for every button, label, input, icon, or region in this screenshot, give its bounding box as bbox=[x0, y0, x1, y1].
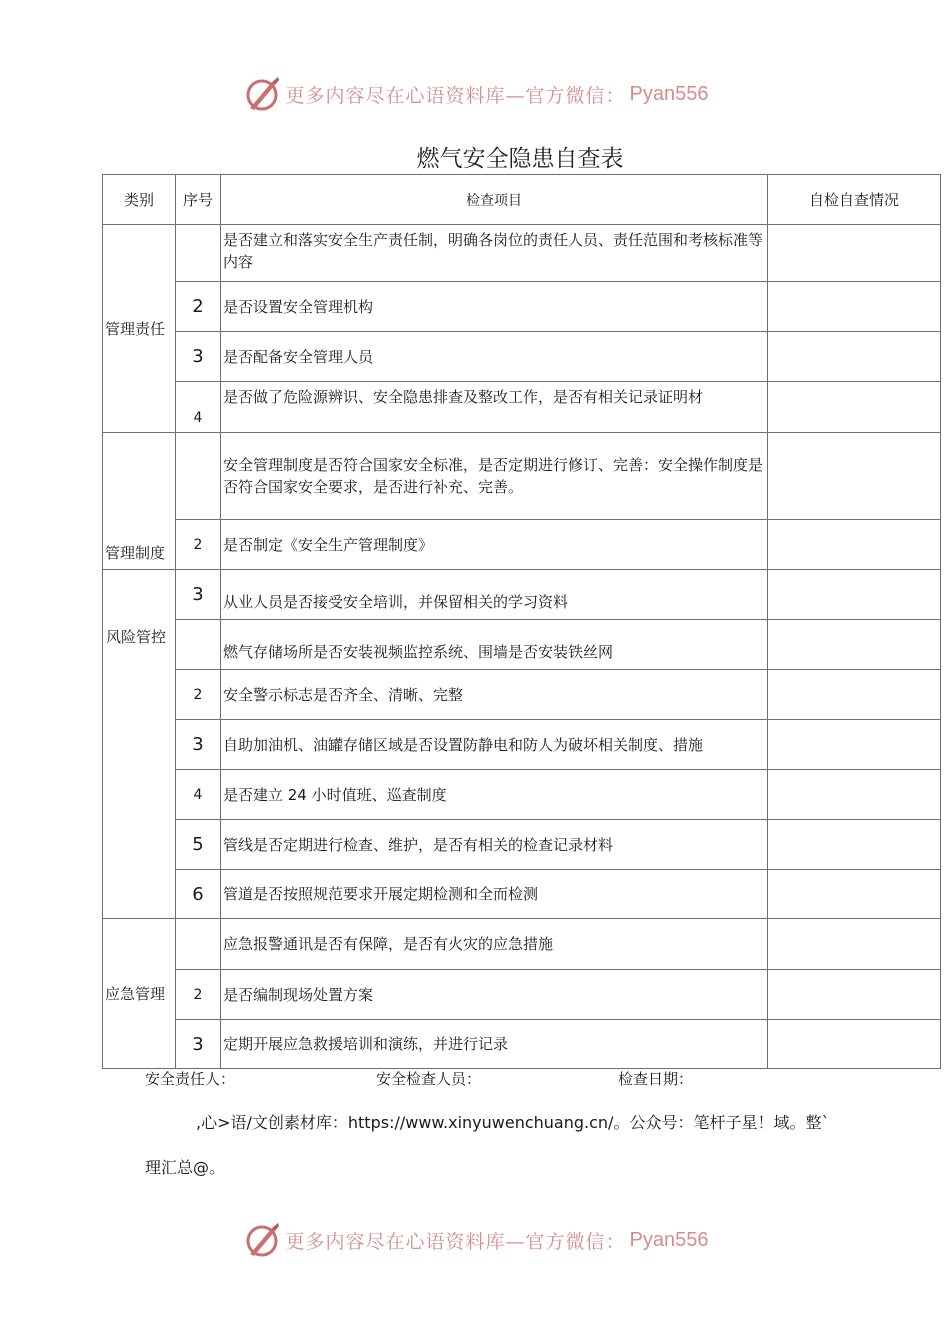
row-item: 安全警示标志是否齐全、清晰、完整 bbox=[221, 670, 768, 720]
row-number: 3 bbox=[176, 332, 221, 382]
self-check-cell[interactable] bbox=[768, 570, 941, 620]
self-check-cell[interactable] bbox=[768, 970, 941, 1020]
self-check-cell[interactable] bbox=[768, 620, 941, 670]
row-item: 定期开展应急救援培训和演练，并进行记录 bbox=[221, 1020, 768, 1069]
self-check-cell[interactable] bbox=[768, 433, 941, 520]
category-management-responsibility: 管理责任 bbox=[103, 225, 176, 433]
row-item: 是否编制现场处置方案 bbox=[221, 970, 768, 1020]
inspection-table bbox=[102, 174, 941, 1069]
page-title: 燃气安全隐患自查表 bbox=[416, 146, 624, 172]
category-continuation-cell bbox=[103, 570, 176, 670]
row-number: 3 bbox=[176, 720, 221, 770]
responsible-person-label: 安全责任人： bbox=[145, 1070, 236, 1088]
header-category: 类别 bbox=[103, 175, 176, 225]
source-note-line1: ,心>语/文创素材库：https://www.xinyuwenchuang.cn/。公众号：笔杆子星！域。整` bbox=[196, 1113, 830, 1132]
row-item: 自助加油机、油罐存储区域是否设置防静电和防人为破坏相关制度、措施 bbox=[221, 720, 768, 770]
table-row bbox=[103, 820, 941, 870]
row-number: 3 bbox=[176, 1020, 221, 1069]
self-check-cell[interactable] bbox=[768, 520, 941, 570]
watermark-id: Pyan556 bbox=[629, 82, 709, 105]
table-row bbox=[103, 382, 941, 433]
row-item: 是否制定《安全生产管理制度》 bbox=[221, 520, 768, 570]
row-item: 燃气存储场所是否安装视频监控系统、围墙是否安装铁丝网 bbox=[221, 620, 768, 670]
pen-logo-icon bbox=[242, 74, 282, 114]
row-number: 4 bbox=[176, 770, 221, 820]
signature-line bbox=[145, 1068, 845, 1090]
row-item: 是否配备安全管理人员 bbox=[221, 332, 768, 382]
row-number: 6 bbox=[176, 870, 221, 919]
row-number bbox=[176, 433, 221, 520]
row-number: 2 bbox=[176, 970, 221, 1020]
row-number: 3 bbox=[176, 570, 221, 620]
category-management-system: 管理制度 bbox=[103, 433, 176, 570]
self-check-cell[interactable] bbox=[768, 870, 941, 919]
watermark-text: 更多内容尽在心语资料库—官方微信： bbox=[285, 1230, 626, 1253]
row-item: 是否做了危险源辨识、安全隐患排查及整改工作，是否有相关记录证明材 bbox=[221, 382, 768, 433]
table-header-row bbox=[103, 175, 941, 225]
watermark-bottom bbox=[0, 1218, 950, 1262]
table-row bbox=[103, 520, 941, 570]
pen-logo-icon bbox=[242, 1220, 282, 1260]
watermark-top bbox=[0, 72, 950, 116]
row-item: 是否建立和落实安全生产责任制，明确各岗位的责任人员、责任范围和考核标准等内容 bbox=[221, 225, 768, 282]
category-emergency-management: 应急管理 bbox=[103, 919, 176, 1069]
self-check-cell[interactable] bbox=[768, 282, 941, 332]
self-check-cell[interactable] bbox=[768, 332, 941, 382]
table-row bbox=[103, 870, 941, 919]
self-check-cell[interactable] bbox=[768, 820, 941, 870]
table-row bbox=[103, 620, 941, 670]
table-row bbox=[103, 919, 941, 970]
table-row bbox=[103, 225, 941, 282]
category-risk-control bbox=[103, 670, 176, 919]
self-check-cell[interactable] bbox=[768, 770, 941, 820]
table-row bbox=[103, 282, 941, 332]
table-row bbox=[103, 332, 941, 382]
self-check-cell[interactable] bbox=[768, 1020, 941, 1069]
row-item: 是否设置安全管理机构 bbox=[221, 282, 768, 332]
row-item: 从业人员是否接受安全培训，并保留相关的学习资料 bbox=[221, 570, 768, 620]
row-number: 2 bbox=[176, 282, 221, 332]
row-number: 4 bbox=[176, 382, 221, 433]
self-check-cell[interactable] bbox=[768, 720, 941, 770]
self-check-cell[interactable] bbox=[768, 670, 941, 720]
table-row bbox=[103, 720, 941, 770]
row-item: 应急报警通讯是否有保障，是否有火灾的应急措施 bbox=[221, 919, 768, 970]
table-row bbox=[103, 1020, 941, 1069]
row-number: 2 bbox=[176, 670, 221, 720]
self-check-cell[interactable] bbox=[768, 382, 941, 433]
inspector-label: 安全检查人员： bbox=[376, 1070, 482, 1088]
row-number bbox=[176, 620, 221, 670]
inspection-date-label: 检查日期： bbox=[618, 1070, 694, 1088]
table-row bbox=[103, 970, 941, 1020]
row-number: 5 bbox=[176, 820, 221, 870]
header-number: 序号 bbox=[176, 175, 221, 225]
table-row bbox=[103, 670, 941, 720]
row-item: 安全管理制度是否符合国家安全标准，是否定期进行修订、完善：安全操作制度是否符合国家安全要求，是否进行补充、完善。 bbox=[221, 433, 768, 520]
table-row bbox=[103, 570, 941, 620]
watermark-text: 更多内容尽在心语资料库—官方微信： bbox=[285, 84, 626, 107]
row-item: 管道是否按照规范要求开展定期检测和全而检测 bbox=[221, 870, 768, 919]
self-check-cell[interactable] bbox=[768, 225, 941, 282]
row-item: 管线是否定期进行检查、维护，是否有相关的检查记录材料 bbox=[221, 820, 768, 870]
row-number bbox=[176, 919, 221, 970]
source-note-line2: 理汇总@。 bbox=[145, 1158, 226, 1177]
header-self-check: 自检自查情况 bbox=[768, 175, 941, 225]
table-row bbox=[103, 770, 941, 820]
category-risk-control-label: 风险管控 bbox=[106, 628, 167, 646]
watermark-id: Pyan556 bbox=[629, 1228, 709, 1251]
header-item: 检查项目 bbox=[221, 175, 768, 225]
table-row bbox=[103, 433, 941, 520]
row-item: 是否建立 24 小时值班、巡查制度 bbox=[221, 770, 768, 820]
row-number: 2 bbox=[176, 520, 221, 570]
self-check-cell[interactable] bbox=[768, 919, 941, 970]
row-number bbox=[176, 225, 221, 282]
